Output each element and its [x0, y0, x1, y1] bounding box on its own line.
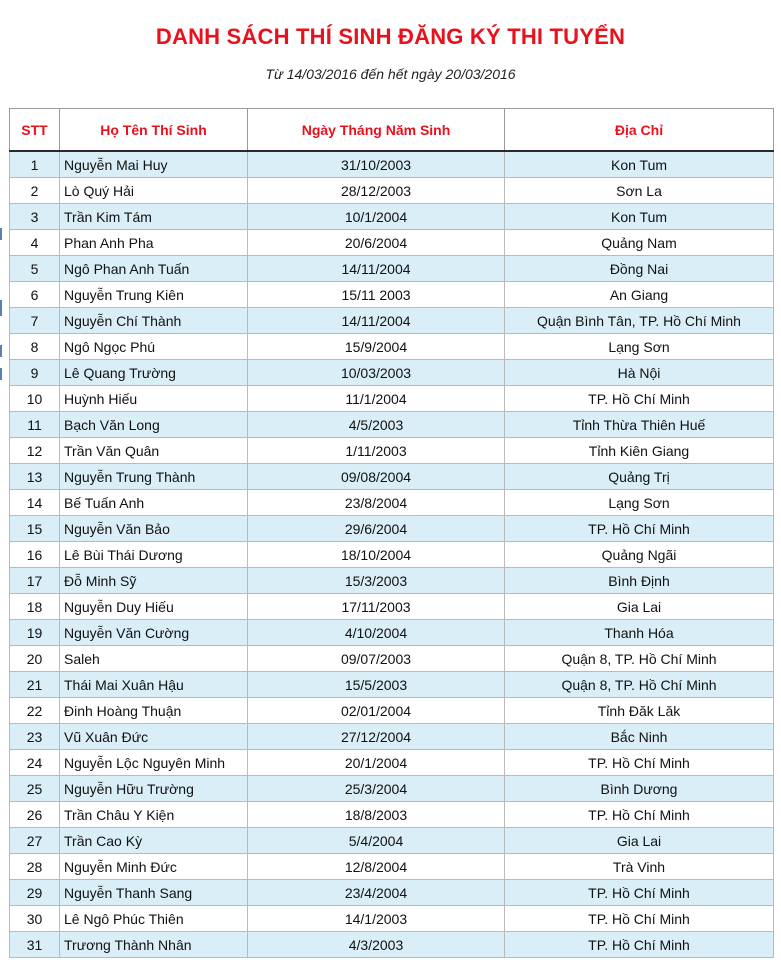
- cell-name: Nguyễn Chí Thành: [60, 308, 248, 334]
- cell-name: Saleh: [60, 646, 248, 672]
- cell-stt: 11: [10, 412, 60, 438]
- table-header: [10, 109, 774, 152]
- cell-address: Gia Lai: [505, 594, 774, 620]
- table-row: [10, 620, 774, 646]
- cell-dob: 5/4/2004: [248, 828, 505, 854]
- cell-address: Tỉnh Đăk Lăk: [505, 698, 774, 724]
- cell-stt: 6: [10, 282, 60, 308]
- column-header-address: Địa Chỉ: [505, 109, 774, 152]
- cell-stt: 10: [10, 386, 60, 412]
- cell-name: Nguyễn Hữu Trường: [60, 776, 248, 802]
- table-row: [10, 906, 774, 932]
- table-row: [10, 308, 774, 334]
- cell-name: Nguyễn Thanh Sang: [60, 880, 248, 906]
- cell-name: Nguyễn Trung Kiên: [60, 282, 248, 308]
- cell-dob: 4/10/2004: [248, 620, 505, 646]
- cell-stt: 7: [10, 308, 60, 334]
- cell-stt: 30: [10, 906, 60, 932]
- cell-address: Thanh Hóa: [505, 620, 774, 646]
- cell-stt: 2: [10, 178, 60, 204]
- cell-dob: 09/07/2003: [248, 646, 505, 672]
- table-row: [10, 724, 774, 750]
- cell-address: Đồng Nai: [505, 256, 774, 282]
- cell-dob: 25/3/2004: [248, 776, 505, 802]
- cell-stt: 20: [10, 646, 60, 672]
- table-row: [10, 256, 774, 282]
- table-row: [10, 412, 774, 438]
- cell-name: Trần Văn Quân: [60, 438, 248, 464]
- cell-dob: 14/1/2003: [248, 906, 505, 932]
- cell-address: TP. Hồ Chí Minh: [505, 516, 774, 542]
- cell-address: TP. Hồ Chí Minh: [505, 386, 774, 412]
- cell-name: Trương Thành Nhân: [60, 932, 248, 958]
- cell-dob: 28/12/2003: [248, 178, 505, 204]
- cell-dob: 15/11 2003: [248, 282, 505, 308]
- cell-address: Quảng Trị: [505, 464, 774, 490]
- table-row: [10, 646, 774, 672]
- cell-stt: 17: [10, 568, 60, 594]
- cell-address: Bắc Ninh: [505, 724, 774, 750]
- cell-stt: 31: [10, 932, 60, 958]
- cell-address: Quận Bình Tân, TP. Hồ Chí Minh: [505, 308, 774, 334]
- cell-name: Trần Cao Kỳ: [60, 828, 248, 854]
- page-title: DANH SÁCH THÍ SINH ĐĂNG KÝ THI TUYỂN: [155, 24, 626, 49]
- cell-name: Nguyễn Mai Huy: [60, 151, 248, 178]
- left-edge-mark: [0, 228, 2, 240]
- cell-address: Trà Vinh: [505, 854, 774, 880]
- cell-name: Đỗ Minh Sỹ: [60, 568, 248, 594]
- cell-dob: 31/10/2003: [248, 151, 505, 178]
- cell-stt: 3: [10, 204, 60, 230]
- cell-dob: 29/6/2004: [248, 516, 505, 542]
- table-row: [10, 464, 774, 490]
- cell-address: TP. Hồ Chí Minh: [505, 802, 774, 828]
- cell-stt: 5: [10, 256, 60, 282]
- table-row: [10, 542, 774, 568]
- table-row: [10, 932, 774, 958]
- cell-name: Nguyễn Lộc Nguyên Minh: [60, 750, 248, 776]
- candidate-table: [9, 108, 774, 958]
- cell-stt: 14: [10, 490, 60, 516]
- cell-dob: 20/1/2004: [248, 750, 505, 776]
- cell-address: Tỉnh Kiên Giang: [505, 438, 774, 464]
- cell-stt: 9: [10, 360, 60, 386]
- cell-address: Hà Nội: [505, 360, 774, 386]
- cell-address: Kon Tum: [505, 204, 774, 230]
- cell-stt: 27: [10, 828, 60, 854]
- cell-dob: 15/5/2003: [248, 672, 505, 698]
- cell-address: TP. Hồ Chí Minh: [505, 906, 774, 932]
- cell-name: Lò Quý Hải: [60, 178, 248, 204]
- cell-dob: 18/8/2003: [248, 802, 505, 828]
- cell-name: Đinh Hoàng Thuận: [60, 698, 248, 724]
- cell-dob: 17/11/2003: [248, 594, 505, 620]
- cell-name: Trần Kim Tám: [60, 204, 248, 230]
- cell-stt: 23: [10, 724, 60, 750]
- cell-address: Bình Dương: [505, 776, 774, 802]
- cell-dob: 11/1/2004: [248, 386, 505, 412]
- cell-stt: 21: [10, 672, 60, 698]
- cell-dob: 23/8/2004: [248, 490, 505, 516]
- cell-stt: 1: [10, 151, 60, 178]
- cell-dob: 10/03/2003: [248, 360, 505, 386]
- cell-name: Vũ Xuân Đức: [60, 724, 248, 750]
- left-edge-mark: [0, 368, 2, 380]
- cell-name: Phan Anh Pha: [60, 230, 248, 256]
- cell-name: Huỳnh Hiếu: [60, 386, 248, 412]
- cell-name: Lê Quang Trường: [60, 360, 248, 386]
- cell-dob: 15/9/2004: [248, 334, 505, 360]
- cell-name: Nguyễn Duy Hiếu: [60, 594, 248, 620]
- table-row: [10, 151, 774, 178]
- cell-dob: 14/11/2004: [248, 308, 505, 334]
- cell-name: Nguyễn Trung Thành: [60, 464, 248, 490]
- cell-stt: 4: [10, 230, 60, 256]
- cell-address: Lạng Sơn: [505, 490, 774, 516]
- table-row: [10, 776, 774, 802]
- cell-dob: 09/08/2004: [248, 464, 505, 490]
- cell-stt: 13: [10, 464, 60, 490]
- left-edge-mark: [0, 345, 2, 357]
- cell-address: Quảng Ngãi: [505, 542, 774, 568]
- cell-stt: 29: [10, 880, 60, 906]
- cell-address: Quận 8, TP. Hồ Chí Minh: [505, 646, 774, 672]
- cell-address: TP. Hồ Chí Minh: [505, 932, 774, 958]
- cell-dob: 15/3/2003: [248, 568, 505, 594]
- cell-address: Quận 8, TP. Hồ Chí Minh: [505, 672, 774, 698]
- table-row: [10, 178, 774, 204]
- cell-address: Lạng Sơn: [505, 334, 774, 360]
- column-header-dob: Ngày Tháng Năm Sinh: [248, 109, 505, 152]
- table-row: [10, 854, 774, 880]
- cell-address: An Giang: [505, 282, 774, 308]
- cell-name: Ngô Phan Anh Tuấn: [60, 256, 248, 282]
- cell-stt: 16: [10, 542, 60, 568]
- left-edge-mark: [0, 300, 2, 316]
- date-range-subtitle: Từ 14/03/2016 đến hết ngày 20/03/2016: [265, 66, 516, 82]
- table-body: [10, 151, 774, 958]
- cell-address: Kon Tum: [505, 151, 774, 178]
- cell-address: Quảng Nam: [505, 230, 774, 256]
- cell-stt: 19: [10, 620, 60, 646]
- table-row: [10, 750, 774, 776]
- cell-address: Bình Định: [505, 568, 774, 594]
- cell-name: Lê Bùi Thái Dương: [60, 542, 248, 568]
- cell-dob: 14/11/2004: [248, 256, 505, 282]
- table-row: [10, 880, 774, 906]
- cell-name: Nguyễn Văn Cường: [60, 620, 248, 646]
- table-row: [10, 672, 774, 698]
- cell-dob: 10/1/2004: [248, 204, 505, 230]
- cell-stt: 28: [10, 854, 60, 880]
- table-row: [10, 282, 774, 308]
- cell-address: TP. Hồ Chí Minh: [505, 750, 774, 776]
- table-row: [10, 334, 774, 360]
- cell-dob: 23/4/2004: [248, 880, 505, 906]
- cell-dob: 1/11/2003: [248, 438, 505, 464]
- table-row: [10, 802, 774, 828]
- cell-name: Nguyễn Minh Đức: [60, 854, 248, 880]
- table-row: [10, 386, 774, 412]
- cell-name: Lê Ngô Phúc Thiên: [60, 906, 248, 932]
- cell-stt: 25: [10, 776, 60, 802]
- cell-stt: 12: [10, 438, 60, 464]
- cell-stt: 22: [10, 698, 60, 724]
- cell-address: Gia Lai: [505, 828, 774, 854]
- cell-address: TP. Hồ Chí Minh: [505, 880, 774, 906]
- table-row: [10, 438, 774, 464]
- table-row: [10, 568, 774, 594]
- cell-address: Sơn La: [505, 178, 774, 204]
- cell-stt: 24: [10, 750, 60, 776]
- table-row: [10, 360, 774, 386]
- cell-name: Nguyễn Văn Bảo: [60, 516, 248, 542]
- cell-name: Trần Châu Y Kiện: [60, 802, 248, 828]
- cell-dob: 12/8/2004: [248, 854, 505, 880]
- column-header-stt: STT: [10, 109, 60, 152]
- table-row: [10, 490, 774, 516]
- cell-dob: 27/12/2004: [248, 724, 505, 750]
- cell-dob: 02/01/2004: [248, 698, 505, 724]
- table-row: [10, 204, 774, 230]
- cell-dob: 18/10/2004: [248, 542, 505, 568]
- table-row: [10, 516, 774, 542]
- cell-name: Bạch Văn Long: [60, 412, 248, 438]
- table-row: [10, 698, 774, 724]
- column-header-name: Họ Tên Thí Sinh: [60, 109, 248, 152]
- cell-stt: 26: [10, 802, 60, 828]
- cell-stt: 18: [10, 594, 60, 620]
- cell-dob: 20/6/2004: [248, 230, 505, 256]
- cell-stt: 15: [10, 516, 60, 542]
- table-row: [10, 828, 774, 854]
- cell-stt: 8: [10, 334, 60, 360]
- cell-dob: 4/5/2003: [248, 412, 505, 438]
- cell-name: Bế Tuấn Anh: [60, 490, 248, 516]
- cell-address: Tỉnh Thừa Thiên Huế: [505, 412, 774, 438]
- table-row: [10, 594, 774, 620]
- header-row: [10, 109, 774, 152]
- cell-name: Ngô Ngọc Phú: [60, 334, 248, 360]
- cell-dob: 4/3/2003: [248, 932, 505, 958]
- cell-name: Thái Mai Xuân Hậu: [60, 672, 248, 698]
- table-row: [10, 230, 774, 256]
